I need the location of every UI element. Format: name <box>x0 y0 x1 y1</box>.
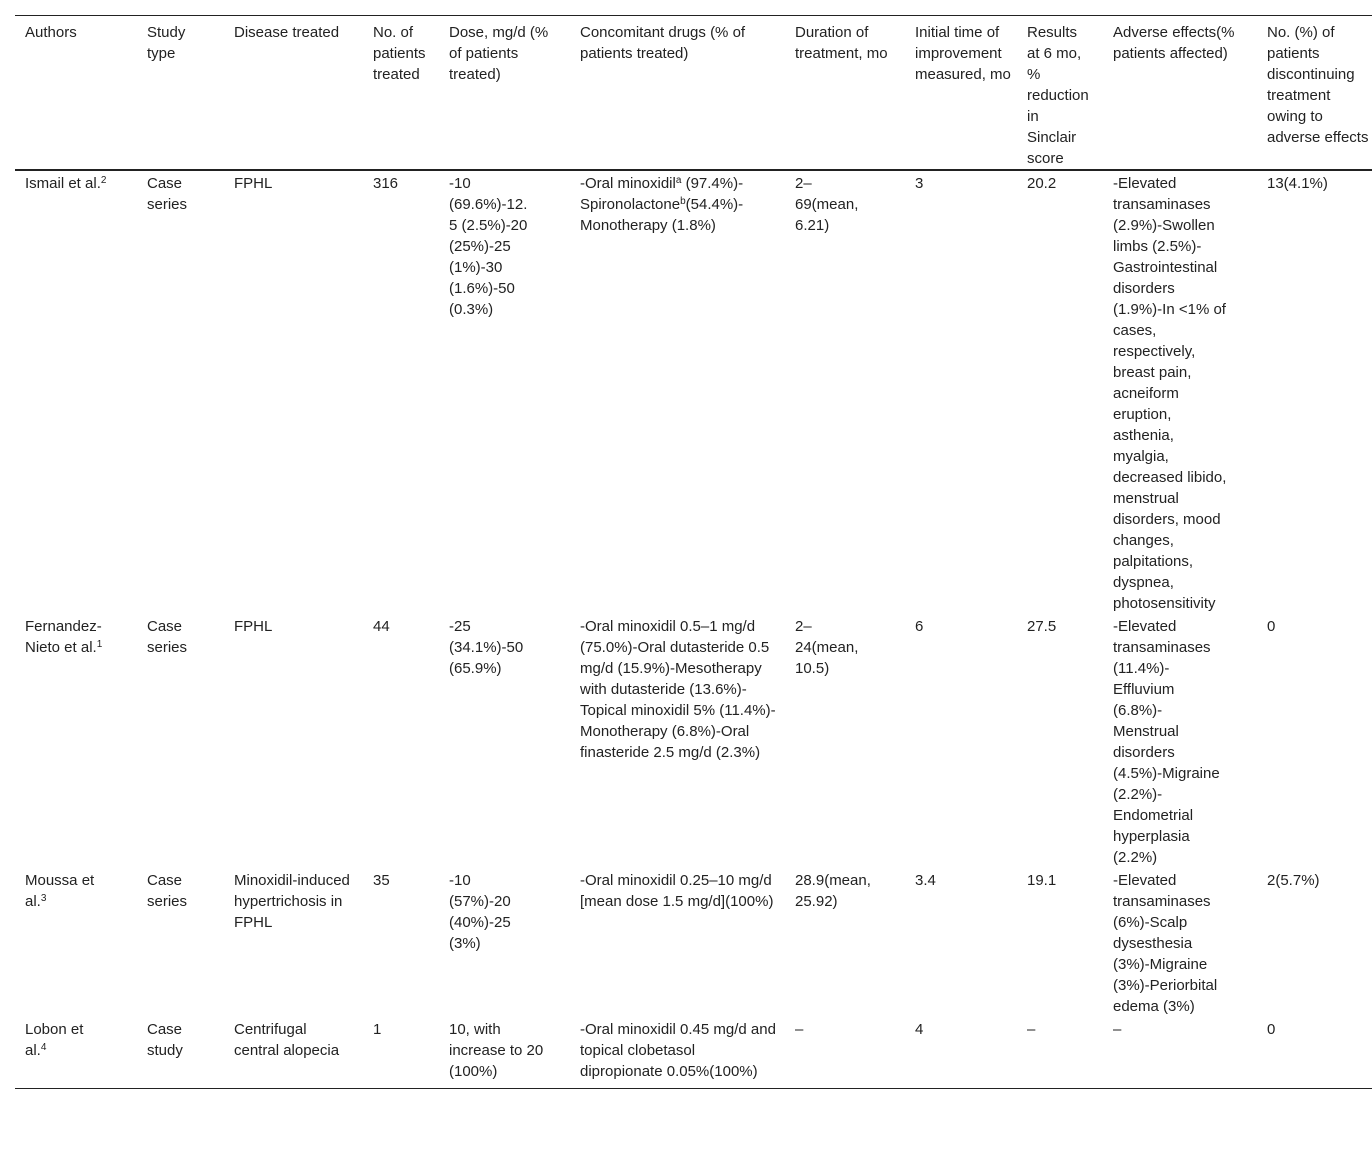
author-name: Ismail et al. <box>25 175 101 192</box>
header-patients: No. of patients treated <box>373 24 426 83</box>
cell-discontinued: 0 <box>1267 1021 1276 1038</box>
cell-discontinued: 0 <box>1267 618 1276 635</box>
cell-results: 19.1 <box>1027 872 1057 889</box>
cell-adverse: -Elevated transaminases (6%)-Scalp dysesthesia (3%)-Migraine (3%)-Periorbital edema (3%) <box>1113 872 1218 1015</box>
cell-study-type: Case series <box>147 618 188 656</box>
cell-initial-time: 6 <box>915 618 924 635</box>
cell-disease: Centrifugal central alopecia <box>234 1021 340 1059</box>
table-row <box>15 1017 1372 1089</box>
cell-disease: FPHL <box>234 618 273 635</box>
author-ref: 2 <box>100 175 107 186</box>
cell-adverse: -Elevated transaminases (11.4%)-Effluvium (6.8%)-Menstrual disorders (4.5%)-Migraine (2.2%)-Endometrial hyperplasia (2.2%) <box>1113 618 1220 866</box>
cell-adverse: -Elevated transaminases (2.9%)-Swollen limbs (2.5%)-Gastrointestinal disorders (1.9%)-In <1% of cases, respectively, breast pain, acneiform eruption, asthenia, myalgia, decreased libido, menstrual disorders, mood changes, palpitations, dyspnea, photosensitivity <box>1113 175 1227 612</box>
table-row <box>15 170 1372 614</box>
cell-drugs <box>570 170 785 614</box>
cell-results: – <box>1027 1021 1036 1038</box>
cell-patients: 35 <box>373 872 390 889</box>
cell-drugs: -Oral minoxidil 0.25–10 mg/d [mean dose 1.5 mg/d](100%) <box>580 872 774 910</box>
author-name: Moussa et al. <box>25 872 95 910</box>
header-study-type: Study type <box>147 24 186 62</box>
table-row <box>15 868 1372 1017</box>
cell-duration: 2–69(mean, 6.21) <box>795 175 859 234</box>
cell-drugs: -Oral minoxidil 0.5–1 mg/d (75.0%)-Oral dutasteride 0.5 mg/d (15.9%)-Mesotherapy with dutasteride (13.6%)-Topical minoxidil 5% (11.4%)-Monotherapy (6.8%)-Oral finasteride 2.5 mg/d (2.3%) <box>580 618 776 761</box>
header-duration: Duration of treatment, mo <box>795 24 888 62</box>
cell-discontinued: 2(5.7%) <box>1267 872 1320 889</box>
header-authors: Authors <box>25 24 77 41</box>
author-name: Lobon et al. <box>25 1021 84 1059</box>
author-ref: 4 <box>40 1042 47 1053</box>
study-table <box>15 15 1372 1089</box>
cell-author <box>15 614 137 868</box>
header-discontinued: No. (%) of patients discontinuing treatment owing to adverse effects <box>1267 24 1369 146</box>
author-ref: 1 <box>96 639 103 650</box>
cell-duration: 28.9(mean, 25.92) <box>795 872 871 910</box>
author-name: Fernandez-Nieto et al. <box>25 618 102 656</box>
table-row <box>15 614 1372 868</box>
drugs-text: (97.4%)-Spironolactone <box>580 175 744 213</box>
header-disease: Disease treated <box>234 24 340 41</box>
cell-author <box>15 868 137 1017</box>
cell-patients: 316 <box>373 175 399 192</box>
cell-dose: -25 (34.1%)-50 (65.9%) <box>449 618 524 677</box>
cell-adverse: – <box>1113 1021 1122 1038</box>
header-drugs: Concomitant drugs (% of patients treated) <box>580 24 746 62</box>
cell-drugs: -Oral minoxidil 0.45 mg/d and topical clobetasol dipropionate 0.05%(100%) <box>580 1021 776 1080</box>
cell-author <box>15 1017 137 1089</box>
header-row <box>15 16 1372 171</box>
cell-initial-time: 3.4 <box>915 872 936 889</box>
drugs-text: -Oral minoxidil <box>580 175 676 192</box>
cell-author <box>15 170 137 614</box>
cell-duration: 2–24(mean, 10.5) <box>795 618 859 677</box>
cell-disease: Minoxidil-induced hypertrichosis in FPHL <box>234 872 350 931</box>
cell-disease: FPHL <box>234 175 273 192</box>
table-container <box>15 15 1372 1089</box>
cell-discontinued: 13(4.1%) <box>1267 175 1328 192</box>
author-ref: 3 <box>40 893 47 904</box>
cell-dose: 10, with increase to 20 (100%) <box>449 1021 544 1080</box>
drugs-text: (54.4%)-Monotherapy (1.8%) <box>580 196 744 234</box>
header-dose: Dose, mg/d (% of patients treated) <box>449 24 549 83</box>
cell-study-type: Case series <box>147 175 188 213</box>
cell-initial-time: 4 <box>915 1021 924 1038</box>
cell-patients: 44 <box>373 618 390 635</box>
header-initial-time: Initial time of improvement measured, mo <box>915 24 1011 83</box>
header-adverse: Adverse effects(% patients affected) <box>1113 24 1235 62</box>
cell-study-type: Case series <box>147 872 188 910</box>
cell-dose: -10 (57%)-20 (40%)-25 (3%) <box>449 872 511 952</box>
cell-patients: 1 <box>373 1021 382 1038</box>
cell-results: 20.2 <box>1027 175 1057 192</box>
drugs-footnote: b <box>680 196 686 207</box>
cell-duration: – <box>795 1021 804 1038</box>
drugs-footnote: a <box>675 175 682 186</box>
cell-dose: -10 (69.6%)-12.5 (2.5%)-20 (25%)-25 (1%)-30 (1.6%)-50 (0.3%) <box>449 175 528 318</box>
cell-initial-time: 3 <box>915 175 924 192</box>
cell-results: 27.5 <box>1027 618 1057 635</box>
cell-study-type: Case study <box>147 1021 183 1059</box>
header-results: Results at 6 mo, % reduction in Sinclair score <box>1027 24 1089 167</box>
